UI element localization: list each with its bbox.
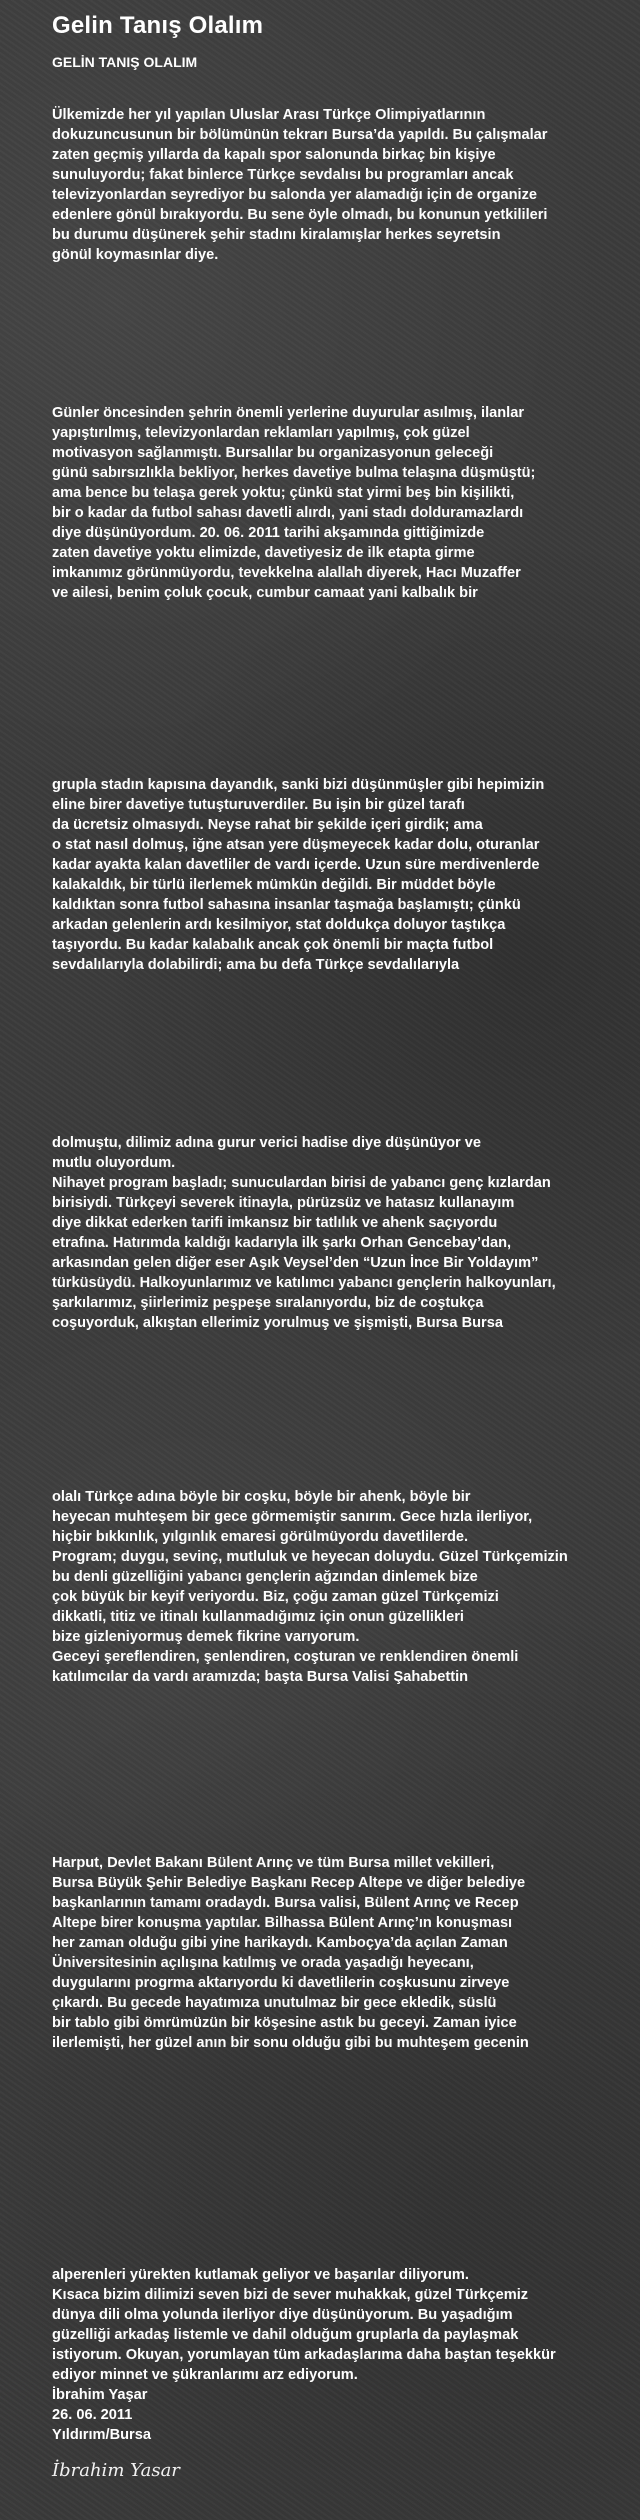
paragraph-4: dolmuştu, dilimiz adına gurur verici hadise diye düşünüyor ve mutlu oluyordum. Nihayet program başladı; sunuculardan birisi de yabancı genç kızlardan birisiydi. Türkçeyi severek itinayla, pürüzsüz ve hatasız kullanayım diye dikkat ederken tarifi imkansız bir tatlılık ve ahenk saçıyordu etrafına. Hatırımda kaldığı kadarıyla ilk şarkı Orhan Gencebay’dan, arkasından gelen diğer eser Aşık Veysel’den “Uzun İnce Bir Yoldayım” türküsüydü. Halkoyunlarımız ve katılımcı yabancı gençlerin halkoyunları, şarkılarımız, şiirlerimiz peşpeşe sıralanıyordu, biz de coştukça coşuyorduk, alkıştan ellerimiz yorulmuş ve şişmişti, Bursa Bursa bbox=[52, 1135, 556, 1331]
paragraph-5: olalı Türkçe adına böyle bir coşku, böyle bir ahenk, böyle bir heyecan muhteşem bir gece görmemiştir sanırım. Gece hızla ilerliyor, hiçbir bıkkınlık, yılgınlık emaresi görülmüyordu davetlilerde. Program; duygu, sevinç, mutluluk ve heyecan doluydu. Güzel Türkçemizin bu denli güzelliğini yabancı gençlerin ağzından dinlemek bize çok büyük bir keyif veriyordu. Biz, çoğu zaman güzel Türkçemizi dikkatli, titiz ve itinalı kullanmadığımız için onun güzellikleri bize gizleniyormuş demek fikrine varıyorum. Geceyi şereflendiren, şenlendiren, coşturan ve renklendiren önemli katılımcılar da vardı aramızda; başta Bursa Valisi Şahabettin bbox=[52, 1489, 568, 1685]
poem-subtitle: GELİN TANIŞ OLALIM bbox=[52, 54, 198, 70]
paragraph-7: alperenleri yürekten kutlamak geliyor ve başarılar diliyorum. Kısaca bizim dilimizi seven bizi de sever muhakkak, güzel Türkçemiz dünya dili olma yolunda ilerliyor diye düşünüyorum. Bu yaşadığım güzelliği arkadaş listemle ve dahil olduğum gruplarla da paylaşmak istiyorum. Okuyan, yorumlayan tüm arkadaşlarıma daha baştan teşekkür ediyor minnet ve şükranlarımı arz ediyorum. İbrahim Yaşar 26. 06. 2011 Yıldırım/Bursa bbox=[52, 2267, 556, 2443]
paragraph-1: Ülkemizde her yıl yapılan Uluslar Arası Türkçe Olimpiyatlarının dokuzuncusunun bir bölümünün tekrarı Bursa’da yapıldı. Bu çalışmalar zaten geçmiş yıllarda da kapalı spor salonunda birkaç bin kişiye sunuluyordu; fakat binlerce Türkçe sevdalısı bu programları ancak televizyonlardan seyrediyor bu salonda yer alamadığı için de organize edenlere gönül bırakıyordu. Bu sene öyle olmadı, bu konunun yetkilileri bu durumu düşünerek şehir stadını kiralamışlar herkes seyretsin gönül koymasınlar diye. bbox=[52, 107, 548, 263]
paragraph-2: Günler öncesinden şehrin önemli yerlerine duyurular asılmış, ilanlar yapıştırılmış, televizyonlardan reklamları yapılmış, çok güzel motivasyon sağlanmıştı. Bursalılar bu organizasyonun geleceği günü sabırsızlıkla bekliyor, herkes davetiye bulma telaşına düşmüştü; ama bence bu telaşa gerek yoktu; çünkü stat yirmi beş bin kişilikti, bir o kadar da futbol sahası davetli alırdı, yani stadı dolduramazlardı diye düşünüyordum. 20. 06. 2011 tarihi akşamında gittiğimizde zaten davetiye yoktu elimizde, davetiyesiz de ilk etapta girme imkanımız görünmüyordu, tevekkelna alallah diyerek, Hacı Muzaffer ve ailesi, benim çoluk çocuk, cumbur camaat yani kalbalık bir bbox=[52, 405, 536, 601]
paragraph-3: grupla stadın kapısına dayandık, sanki bizi düşünmüşler gibi hepimizin eline birer davetiye tutuşturuverdiler. Bu işin bir güzel tarafı da ücretsiz olmasıydı. Neyse rahat bir şekilde içeri girdik; ama o stat nasıl dolmuş, iğne atsan yere düşmeyecek kadar dolu, oturanlar kadar ayakta kalan davetliler de vardı içerde. Uzun süre merdivenlerde kalakaldık, bir türlü ilerlemek mümkün değildi. Bir müddet böyle kaldıktan sonra futbol sahasına insanlar taşmağa başlamıştı; çünkü arkadan gelenlerin ardı kesilmiyor, stat doldukça doluyor taştıkça taşıyordu. Bu kadar kalabalık ancak çok önemli bir maçta futbol sevdalılarıyla dolabilirdi; ama bu defa Türkçe sevdalılarıyla bbox=[52, 777, 545, 973]
page-title: Gelin Tanış Olalım bbox=[52, 12, 264, 39]
paragraph-6: Harput, Devlet Bakanı Bülent Arınç ve tüm Bursa millet vekilleri, Bursa Büyük Şehir Belediye Başkanı Recep Altepe ve diğer belediye başkanlarının tamamı oradaydı. Bursa valisi, Bülent Arınç ve Recep Altepe birer konuşma yaptılar. Bilhassa Bülent Arınç’ın konuşması her zaman olduğu gibi yine harikaydı. Kamboçya’da açılan Zaman Üniversitesinin açılışına katılmış ve orada yaşadığı heyecanı, duygularını progrma aktarıyordu ki davetlilerin coşkusunu zirveye çıkardı. Bu gecede hayatımıza unutulmaz bir gece ekledik, süslü bir tablo gibi ömrümüzün bir köşesine astık bu geceyi. Zaman iyice ilerlemişti, her güzel anın bir sonu olduğu gibi bu muhteşem gecenin bbox=[52, 1855, 529, 2051]
author-signature[interactable]: İbrahim Yasar bbox=[52, 2460, 180, 2481]
